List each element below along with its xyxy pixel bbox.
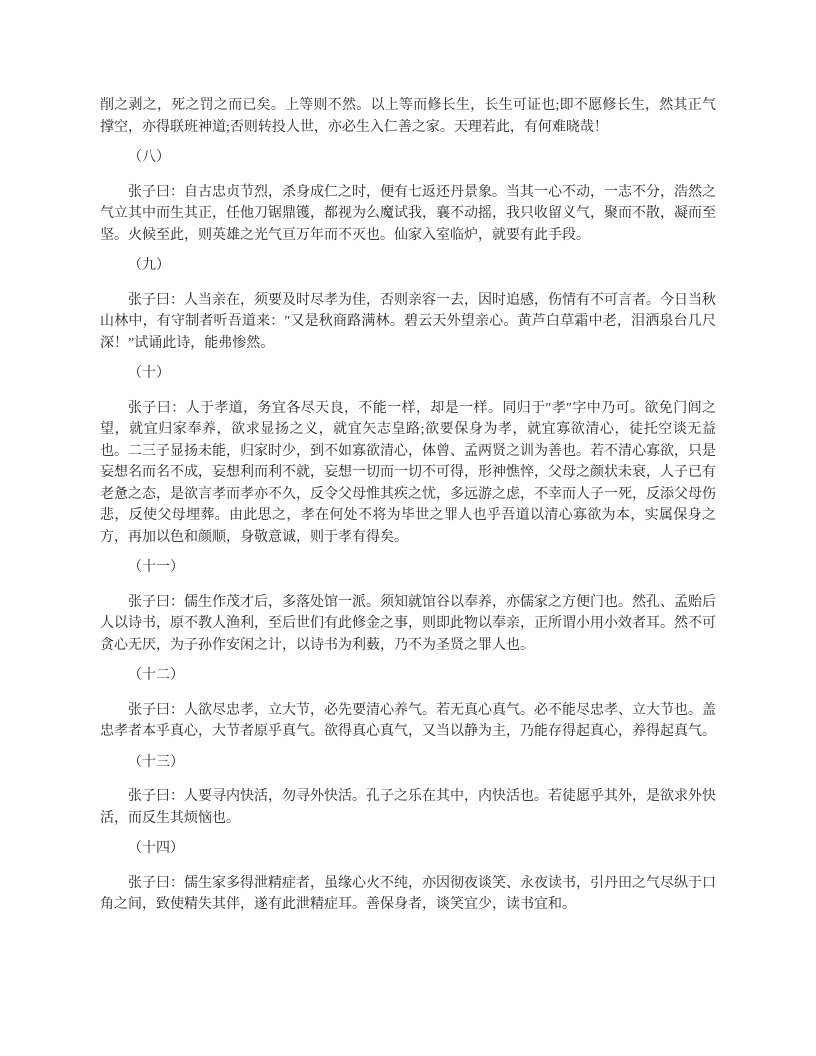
- body-paragraph: 张子曰：儒生家多得泄精症者，虽缘心火不纯，亦因彻夜谈笑、永夜读书，引丹田之气尽纵于口角之间，致使精失其伴，遂有此泄精症耳。善保身者，谈笑宜少，读书宜和。: [100, 875, 716, 912]
- section-number-heading: （十一）: [128, 560, 184, 575]
- body-paragraph: 张子曰：人要寻内快活，勿寻外快活。孔子之乐在其中，内快活也。若徒愿乎其外，是欲求外快活，而反生其烦恼也。: [100, 789, 716, 826]
- body-paragraph: 张子曰：人于孝道，务宜各尽天良，不能一样，却是一样。同归于″孝″字中乃可。欲免门闾之望，就宜归家奉养，欲求显扬之义，就宜矢志皇路;欲要保身为孝，就宜寡欲清心，徒托空谈无益也。二三子显扬未能，归家时少，到不如寡欲清心，体曾、孟两贤之训为善也。若不清心寡欲，只是妄想名而名不成，妄想利而利不就，妄想一切而一切不可得，形神憔悴，父母之颜状未衰，人子已有老惫之态，是欲言孝而孝亦不久，反令父母惟其疾之忧，多远游之虑，不幸而人子一死，反添父母伤悲，反使父母埋葬。由此思之，孝在何处不将为毕世之罪人也乎吾道以清心寡欲为本，实属保身之方，再加以色和颜顺，身敬意诚，则于孝有得矣。: [100, 400, 716, 545]
- body-paragraph: 张子曰：自古忠贞节烈，杀身成仁之时，便有七返还丹景象。当其一心不动，一志不分，浩然之气立其中而生其正，任他刀锯鼎镬，都视为么魔试我，襄不动摇，我只收留义气，聚而不散，凝而至坚。火候至此，则英雄之光气亘万年而不灭也。仙家入室临炉，就要有此手段。: [100, 184, 716, 243]
- body-paragraph: 张子曰：人当亲在，须要及时尽孝为佳，否则亲容一去，因时追感，伤情有不可言者。今日当秋山林中，有守制者听吾道来：″又是秋商路满林。碧云天外望亲心。黄芦白草霜中老，泪洒泉台几尺深！”试诵此诗，能弗惨然。: [100, 292, 716, 351]
- section-number-heading: （八）: [128, 150, 170, 165]
- section-number-heading: （十二）: [128, 668, 184, 683]
- section-number-heading: （十）: [128, 366, 170, 381]
- body-paragraph: 张子曰：人欲尽忠孝，立大节，必先要清心养气。若无真心真气。必不能尽忠孝、立大节也。盖忠孝者本乎真心，大节者原乎真气。欲得真心真气，又当以静为主，乃能存得起真心，养得起真气。: [100, 702, 716, 739]
- section-number-heading: （九）: [128, 258, 170, 273]
- body-paragraph: 张子曰：儒生作茂才后，多落处馆一派。须知就馆谷以奉养，亦儒家之方便门也。然孔、孟贻后人以诗书，原不教人渔利，至后世们有此修金之事，则即此物以奉亲，正所谓小用小效者耳。然不可贪心无厌，为子孙作安闲之计，以诗书为利薮，乃不为圣贤之罪人也。: [100, 594, 716, 653]
- body-paragraph: 削之剥之，死之罚之而已矣。上等则不然。以上等而修长生，长生可证也;即不愿修长生，然其正气撑空，亦得联班神道;否则转投人世，亦必生入仁善之家。天理若此，有何难晓哉！: [100, 98, 716, 135]
- section-number-heading: （十四）: [128, 841, 184, 856]
- section-number-heading: （十三）: [128, 754, 184, 770]
